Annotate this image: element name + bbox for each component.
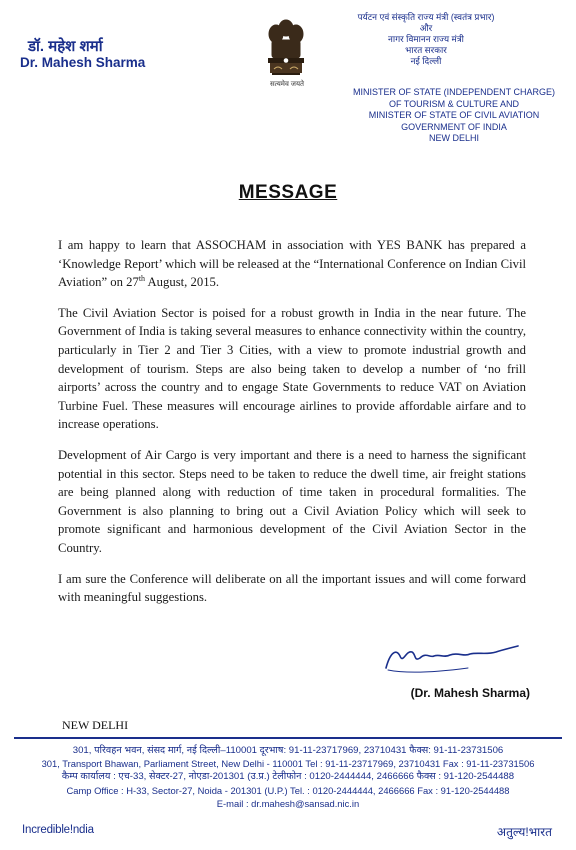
- hindi-designation-line: नई दिल्ली: [410, 56, 442, 66]
- handwritten-signature: [378, 628, 528, 683]
- hindi-designation-line: पर्यटन एवं संस्कृति राज्य मंत्री (स्वतंत्र प्रभार): [357, 12, 495, 22]
- signatory-name: (Dr. Mahesh Sharma): [410, 686, 530, 700]
- minister-name-hindi: डॉ. महेश शर्मा: [28, 38, 103, 55]
- english-designation-line: OF TOURISM & CULTURE AND: [388, 98, 520, 109]
- emblem-motto: सत्यमेव जयते: [269, 81, 305, 88]
- paragraph-1-date-tail: August, 2015.: [145, 275, 220, 290]
- footer-camp-english: Camp Office : H-33, Sector-27, Noida - 201301 (U.P.) Tel. : 0120-2444444, 2466666 Fax : 91-120-2544488: [66, 784, 510, 796]
- atulya-bharat-logo: अतुल्य!भारत: [496, 825, 552, 839]
- paragraph-1: [58, 236, 526, 292]
- footer-address-block: [0, 744, 576, 810]
- hindi-designation-line: नागर विमानन राज्य मंत्री: [388, 34, 464, 44]
- date-ordinal-suffix: th: [138, 273, 146, 283]
- footer-divider: [14, 737, 562, 739]
- english-designation-line: MINISTER OF STATE (INDEPENDENT CHARGE): [352, 87, 555, 97]
- paragraph-4: I am sure the Conference will deliberate on all the important issues and will come forward with meaningful suggestions.: [58, 571, 526, 605]
- message-body: [58, 236, 526, 619]
- footer-email: E-mail : dr.mahesh@sansad.nic.in: [216, 797, 360, 809]
- english-designation-line: GOVERNMENT OF INDIA: [401, 121, 507, 132]
- footer-address-english: 301, Transport Bhawan, Parliament Street, New Delhi - 110001 Tel : 91-11-23717969, 23710431 Fax : 91-11-23731506: [41, 758, 535, 770]
- footer-camp-hindi: कैम्प कार्यालय : एच-33, सेक्टर-27, नोएडा-201301 (उ.प्र.) टेलीफोन : 0120-2444444, 2466666 फैक्स : 91-120-2544488: [61, 771, 515, 783]
- english-designation-line: MINISTER OF STATE OF CIVIL AVIATION: [368, 110, 540, 120]
- message-heading: MESSAGE: [238, 182, 338, 203]
- paragraph-3: Development of Air Cargo is very important and there is a need to harness the significant potential in this sector. Steps need to be taken to reduce the dwell time, air freight stations are being planned along with reduction of time taken in procedural formalities. The Government is also planning to bring out a Civil Aviation Policy which will seek to promote significant and harmonious development of the Civil Aviation Sector in the Country.: [58, 447, 526, 555]
- paragraph-1-text: I am happy to learn that ASSOCHAM in association with YES BANK has prepared a ‘Knowledge Report’ which will be released at the “International Conference on Indian Civil Aviation” on 27: [58, 238, 526, 290]
- hindi-designation-line: और: [419, 23, 433, 33]
- english-designation-line: NEW DELHI: [428, 133, 479, 143]
- paragraph-2: The Civil Aviation Sector is poised for a robust growth in India in the near future. The Government of India is taking several measures to enhance connectivity within the country, particularly in Tier 2 and Tier 3 Cities, with a view to promote industrial growth and development of tourism. Steps are also being taken to develop a number of ‘no frill airports’ across the country and to engage State Governments to reduce VAT on Aviation Turbine Fuel. These measures will encourage airlines to provide affordable airfare and to increase operations.: [58, 305, 526, 432]
- hindi-designation-block: [306, 12, 546, 67]
- english-designation-block: [338, 87, 570, 145]
- place-name: NEW DELHI: [62, 718, 129, 732]
- incredible-india-logo: Incredible!ndia: [22, 824, 94, 836]
- footer-address-hindi: 301, परिवहन भवन, संसद मार्ग, नई दिल्ली–110001 दूरभाष: 91-11-23717969, 23710431 फैक्स: 91-11-23731506: [72, 745, 504, 756]
- minister-name-english: Dr. Mahesh Sharma: [20, 55, 146, 70]
- hindi-designation-line: भारत सरकार: [405, 45, 447, 55]
